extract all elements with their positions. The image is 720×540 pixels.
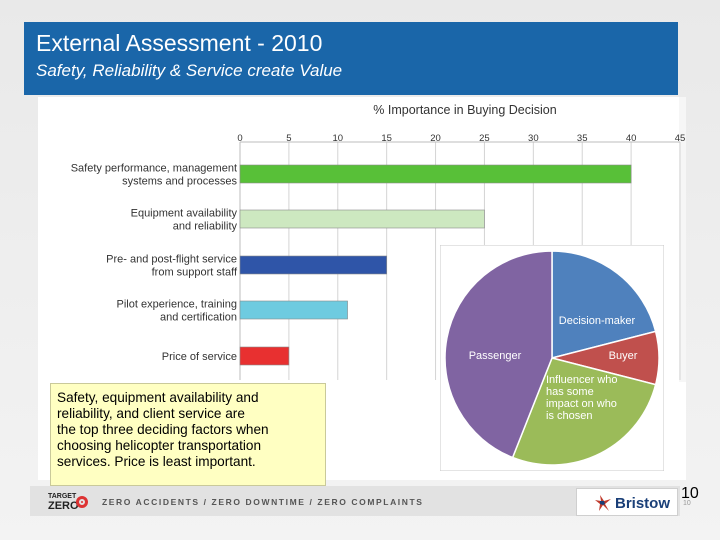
bar — [240, 347, 289, 365]
target-zero-logo — [46, 492, 92, 514]
x-tick-label: 10 — [332, 133, 344, 144]
category-label: Safety performance, management — [70, 162, 237, 175]
callout-line: reliability, and client service are — [57, 406, 245, 421]
page-number-shadow: 10 — [683, 500, 691, 507]
pie-label: Decision-maker — [558, 315, 636, 327]
callout-line: the top three deciding factors when — [57, 422, 269, 437]
bar — [240, 301, 348, 319]
x-tick-label: 30 — [528, 133, 539, 144]
bristow-wordmark: Bristow — [615, 495, 671, 512]
x-tick-label: 40 — [625, 133, 637, 144]
pie-label: Influencer who — [546, 374, 618, 386]
x-tick-label: 20 — [430, 133, 441, 144]
pie-chart — [440, 245, 664, 471]
category-label: Equipment availability — [130, 207, 237, 220]
category-label: Pilot experience, training — [116, 298, 237, 311]
target-icon — [76, 496, 88, 508]
bristow-mark-icon — [595, 495, 611, 511]
slide-title: External Assessment - 2010 — [36, 30, 323, 56]
footer-slogan: ZERO ACCIDENTS / ZERO DOWNTIME / ZERO COMPLAINTS — [102, 497, 424, 507]
x-tick-label: 5 — [286, 133, 292, 144]
x-tick-label: 15 — [381, 133, 392, 144]
title-banner — [24, 22, 678, 95]
summary-callout — [50, 383, 326, 486]
pie-label: Buyer — [608, 350, 638, 362]
callout-line: services. Price is least important. — [57, 454, 256, 469]
category-label: from support staff — [151, 266, 237, 279]
pie-label: Passenger — [468, 350, 522, 362]
x-tick-label: 35 — [576, 133, 588, 144]
pie-label: has some — [546, 386, 594, 398]
chart-title: % Importance in Buying Decision — [373, 103, 557, 117]
slide-subtitle: Safety, Reliability & Service create Value — [36, 61, 343, 80]
category-label: and reliability — [172, 220, 237, 233]
callout-line: choosing helicopter transportation — [57, 438, 262, 453]
x-tick-label: 25 — [479, 133, 490, 144]
page-number: 10 — [681, 485, 699, 502]
pie-label: impact on who — [546, 398, 617, 410]
bar — [240, 210, 484, 228]
category-label: Price of service — [161, 351, 237, 363]
bar — [240, 256, 387, 274]
x-tick-label: 0 — [237, 133, 243, 144]
bristow-logo — [576, 488, 678, 516]
callout-line: Safety, equipment availability and — [57, 390, 259, 405]
category-label: systems and processes — [122, 175, 237, 188]
bar — [240, 165, 631, 183]
category-label: and certification — [159, 311, 237, 324]
pie-label: is chosen — [546, 410, 593, 422]
target-zero-top: TARGET — [48, 493, 77, 500]
x-tick-label: 45 — [674, 133, 686, 144]
target-zero-bottom: ZERO — [48, 500, 79, 512]
category-label: Pre- and post-flight service — [106, 253, 237, 266]
